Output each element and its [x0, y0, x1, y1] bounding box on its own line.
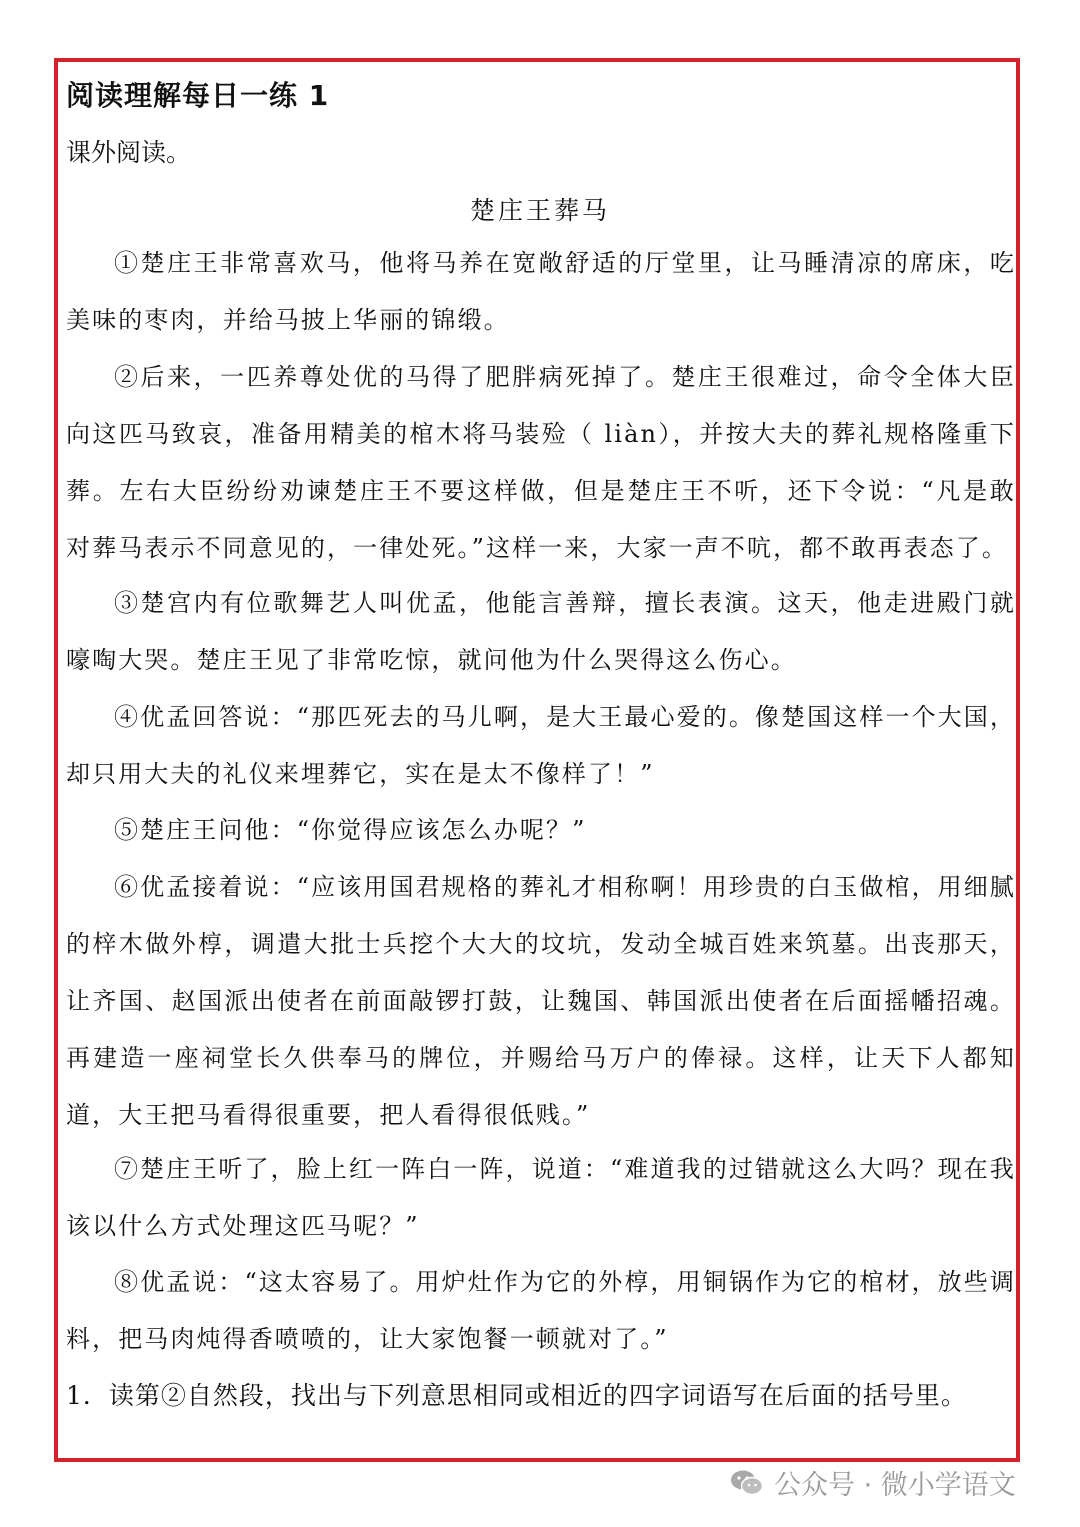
watermark-text: 公众号 · 微小学语文	[774, 1470, 1016, 1501]
paragraph-1: ①楚庄王非常喜欢马，他将马养在宽敞舒适的厅堂里，让马睡清凉的席床，吃美味的枣肉，并给马披上华丽的锦缎。	[66, 249, 1016, 334]
wechat-icon	[730, 1469, 764, 1497]
paragraph-3: ③楚宫内有位歌舞艺人叫优孟，他能言善辩，擅长表演。这天，他走进殿门就嚎啕大哭。楚庄王见了非常吃惊，就问他为什么哭得这么伤心。	[66, 589, 1016, 674]
question-1: 1．读第②自然段，找出与下列意思相同或相近的四字词语写在后面的括号里。	[66, 1381, 967, 1410]
paragraph-7: ⑦楚庄王听了，脸上红一阵白一阵，说道：“难道我的过错就这么大吗？现在我该以什么方式处理这匹马呢？”	[66, 1155, 1016, 1240]
page-title: 阅读理解每日一练 1	[66, 79, 330, 112]
story-title: 楚庄王葬马	[469, 196, 610, 225]
watermark	[730, 1463, 1016, 1502]
paragraph-4: ④优孟回答说：“那匹死去的马儿啊，是大王最心爱的。像楚国这样一个大国，却只用大夫的礼仪来埋葬它，实在是太不像样了！”	[66, 703, 1016, 788]
paragraph-2: ②后来，一匹养尊处优的马得了肥胖病死掉了。楚庄王很难过，命令全体大臣向这匹马致哀，准备用精美的棺木将马装殓（ liàn），并按大夫的葬礼规格隆重下葬。左右大臣纷纷劝谏楚庄王不要这样做，但是楚庄王不听，还下令说：“凡是敢对葬马表示不同意见的，一律处死。”这样一来，大家一声不吭，都不敢再表态了。	[66, 363, 1016, 562]
intro-text: 课外阅读。	[66, 138, 192, 167]
paragraph-6: ⑥优孟接着说：“应该用国君规格的葬礼才相称啊！用珍贵的白玉做棺，用细腻的梓木做外椁，调遣大批士兵挖个大大的坟坑，发动全城百姓来筑墓。出丧那天，让齐国、赵国派出使者在前面敲锣打鼓，让魏国、韩国派出使者在后面摇幡招魂。再建造一座祠堂长久供奉马的牌位，并赐给马万户的俸禄。这样，让天下人都知道，大王把马看得很重要，把人看得很低贱。”	[66, 873, 1016, 1129]
paragraph-8: ⑧优孟说：“这太容易了。用炉灶作为它的外椁，用铜锅作为它的棺材，放些调料，把马肉炖得香喷喷的，让大家饱餐一顿就对了。”	[66, 1268, 1016, 1353]
paragraph-5: ⑤楚庄王问他：“你觉得应该怎么办呢？”	[114, 816, 587, 844]
